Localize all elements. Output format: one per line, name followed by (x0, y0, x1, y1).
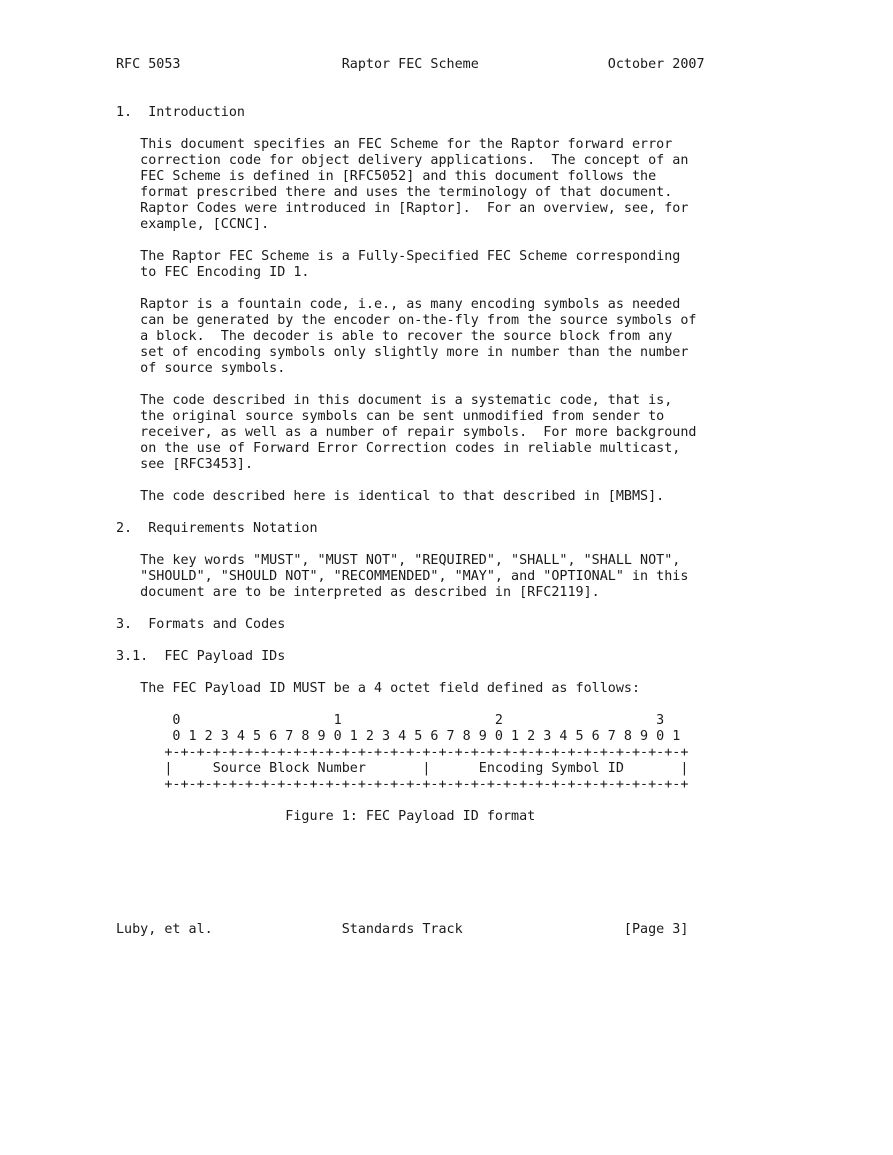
intro-p4-line: receiver, as well as a number of repair symbols. For more background (116, 425, 697, 440)
page-footer: Luby, et al. Standards Track [Page 3] (116, 922, 689, 937)
intro-p4-line: the original source symbols can be sent unmodified from sender to (116, 409, 665, 424)
subsection-heading-payload-ids: 3.1. FEC Payload IDs (116, 649, 286, 664)
figure-bit-tens-row: 0 1 2 3 (116, 713, 665, 728)
intro-p1-line: correction code for object delivery applications. The concept of an (116, 153, 689, 168)
section-heading-introduction: 1. Introduction (116, 105, 245, 120)
intro-p1-line: format prescribed there and uses the terminology of that document. (116, 185, 673, 200)
intro-p4-line: The code described in this document is a systematic code, that is, (116, 393, 673, 408)
intro-p3-line: can be generated by the encoder on-the-fly from the source symbols of (116, 313, 697, 328)
intro-p4-line: see [RFC3453]. (116, 457, 254, 472)
figure-field-row: | Source Block Number | Encoding Symbol ID | (116, 761, 689, 776)
figure-border-top: +-+-+-+-+-+-+-+-+-+-+-+-+-+-+-+-+-+-+-+-+-+-+-+-+-+-+-+-+-+-+-+-+ (116, 745, 689, 760)
req-p1-line: document are to be interpreted as described in [RFC2119]. (116, 585, 600, 600)
section-heading-formats: 3. Formats and Codes (116, 617, 286, 632)
intro-p2-line: The Raptor FEC Scheme is a Fully-Specified FEC Scheme corresponding (116, 249, 681, 264)
intro-p2-line: to FEC Encoding ID 1. (116, 265, 310, 280)
page-header: RFC 5053 Raptor FEC Scheme October 2007 (116, 57, 705, 72)
figure-bit-ones-row: 0 1 2 3 4 5 6 7 8 9 0 1 2 3 4 5 6 7 8 9 0 1 2 3 4 5 6 7 8 9 0 1 (116, 729, 681, 744)
payload-p1-line: The FEC Payload ID MUST be a 4 octet field defined as follows: (116, 681, 641, 696)
section-heading-requirements: 2. Requirements Notation (116, 521, 318, 536)
intro-p1-line: Raptor Codes were introduced in [Raptor]. For an overview, see, for (116, 201, 689, 216)
intro-p4-line: on the use of Forward Error Correction codes in reliable multicast, (116, 441, 681, 456)
intro-p3-line: set of encoding symbols only slightly more in number than the number (116, 345, 689, 360)
intro-p3-line: a block. The decoder is able to recover the source block from any (116, 329, 673, 344)
figure-caption: Figure 1: FEC Payload ID format (116, 809, 536, 824)
intro-p3-line: of source symbols. (116, 361, 286, 376)
intro-p5-line: The code described here is identical to that described in [MBMS]. (116, 489, 665, 504)
intro-p1-line: FEC Scheme is defined in [RFC5052] and this document follows the (116, 169, 657, 184)
intro-p3-line: Raptor is a fountain code, i.e., as many encoding symbols as needed (116, 297, 681, 312)
req-p1-line: The key words "MUST", "MUST NOT", "REQUIRED", "SHALL", "SHALL NOT", (116, 553, 681, 568)
req-p1-line: "SHOULD", "SHOULD NOT", "RECOMMENDED", "MAY", and "OPTIONAL" in this (116, 569, 689, 584)
figure-border-bottom: +-+-+-+-+-+-+-+-+-+-+-+-+-+-+-+-+-+-+-+-+-+-+-+-+-+-+-+-+-+-+-+-+ (116, 777, 689, 792)
intro-p1-line: example, [CCNC]. (116, 217, 270, 232)
intro-p1-line: This document specifies an FEC Scheme for the Raptor forward error (116, 137, 673, 152)
